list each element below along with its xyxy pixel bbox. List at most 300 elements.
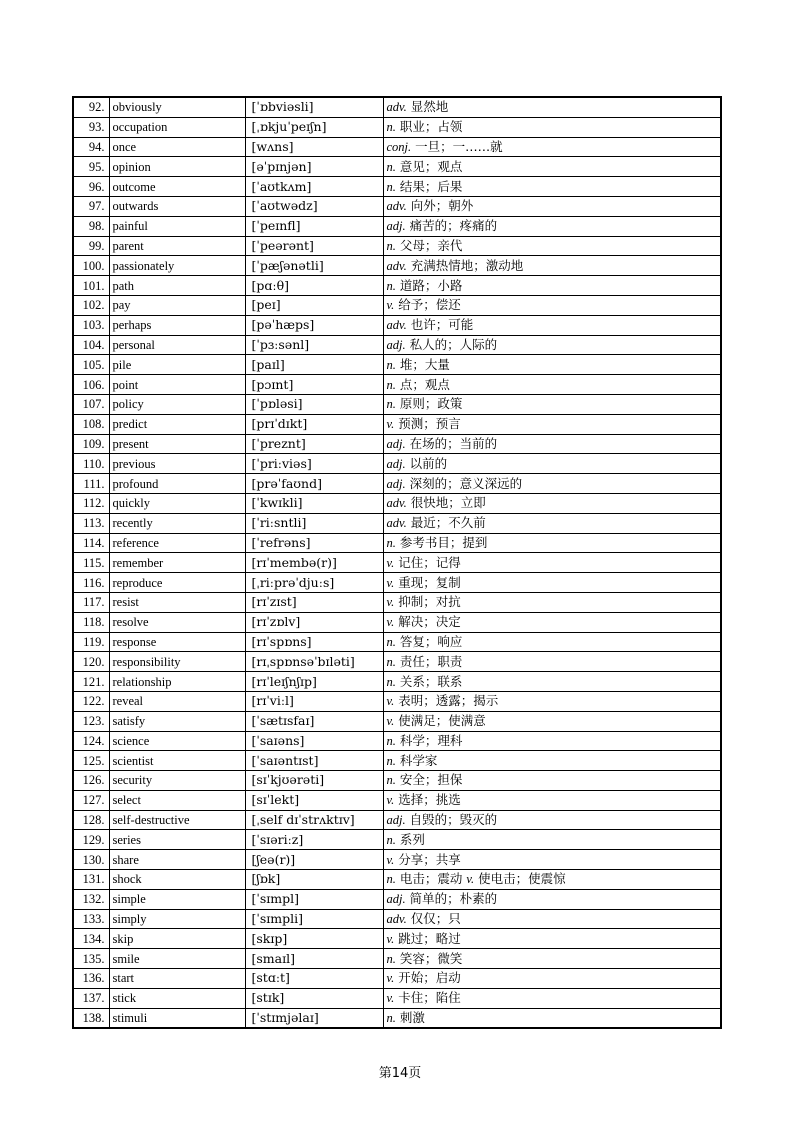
entry-meaning: 选择；挑选 [398,792,461,808]
part-of-speech: v. [386,793,395,808]
part-of-speech: adj. [386,813,406,828]
table-row [73,295,721,315]
entry-meaning: 私人的；人际的 [409,336,498,352]
entry-word: passionately [109,256,245,276]
part-of-speech: v. [466,872,475,887]
entry-word: responsibility [109,652,245,672]
part-of-speech: v. [386,298,395,313]
entry-meaning: 关系；联系 [399,673,463,689]
entry-meaning-cell [383,315,721,335]
entry-phonetic: [ˈaʊtkʌm] [245,177,383,197]
table-row [73,691,721,711]
entry-word: simple [109,889,245,909]
entry-phonetic: [pəˈhæps] [245,315,383,335]
entry-meaning-cell [383,1008,721,1028]
entry-meaning: 记住；记得 [398,554,461,570]
entry-number: 108. [73,414,109,434]
part-of-speech: v. [386,931,395,946]
table-row [73,434,721,454]
table-row [73,414,721,434]
table-row [73,177,721,197]
part-of-speech: adv. [386,912,407,927]
entry-word: painful [109,216,245,236]
entry-phonetic: [ˈsɪmpl] [245,889,383,909]
entry-meaning-cell [383,790,721,810]
entry-word: smile [109,949,245,969]
entry-meaning-cell [383,771,721,791]
entry-number: 136. [73,969,109,989]
entry-word: security [109,771,245,791]
entry-number: 128. [73,810,109,830]
entry-meaning: 解决；决定 [398,614,461,630]
entry-word: personal [109,335,245,355]
entry-meaning-cell [383,394,721,414]
table-row [73,592,721,612]
part-of-speech: n. [386,773,396,788]
table-row [73,513,721,533]
entry-number: 111. [73,474,109,494]
table-row [73,850,721,870]
part-of-speech: v. [386,714,395,729]
part-of-speech: n. [386,179,396,194]
entry-meaning: 分享；共享 [398,851,461,867]
table-row [73,256,721,276]
entry-phonetic: [ˈpeɪnfl] [245,216,383,236]
entry-meaning: 很快地；立即 [410,495,486,511]
entry-number: 120. [73,652,109,672]
entry-meaning-cell [383,672,721,692]
entry-meaning: 系列 [399,831,425,847]
entry-phonetic: [ˈɒbviəsli] [245,97,383,117]
entry-meaning: 道路；小路 [399,277,463,293]
entry-meaning: 使满足；使满意 [398,713,486,729]
entry-number: 93. [73,117,109,137]
entry-meaning: 父母；亲代 [399,237,463,253]
entry-number: 125. [73,751,109,771]
entry-number: 135. [73,949,109,969]
entry-phonetic: [ˌɒkjuˈpeɪʃn] [245,117,383,137]
part-of-speech: n. [386,872,396,887]
table-row [73,454,721,474]
entry-meaning: 痛苦的；疼痛的 [409,218,498,234]
table-row [73,375,721,395]
table-row [73,1008,721,1028]
entry-phonetic: [peɪ] [245,295,383,315]
part-of-speech: n. [386,832,396,847]
entry-meaning: 科学；理科 [399,732,463,748]
table-row [73,889,721,909]
entry-meaning: 责任；职责 [399,653,463,669]
table-row [73,157,721,177]
part-of-speech: adj. [386,219,406,234]
entry-word: quickly [109,493,245,513]
entry-meaning-cell [383,434,721,454]
part-of-speech: v. [386,417,395,432]
entry-meaning-cell [383,810,721,830]
entry-word: reveal [109,691,245,711]
entry-meaning: 堆；大量 [399,356,450,372]
entry-phonetic: [ˌself dɪˈstrʌktɪv] [245,810,383,830]
entry-meaning: 向外；朝外 [410,198,474,214]
entry-number: 134. [73,929,109,949]
entry-word: reproduce [109,573,245,593]
entry-meaning: 开始；启动 [398,970,461,986]
entry-phonetic: [ˈrefrəns] [245,533,383,553]
table-row [73,711,721,731]
entry-meaning-cell [383,414,721,434]
entry-number: 102. [73,295,109,315]
entry-meaning-cell [383,711,721,731]
entry-phonetic: [ˈsɪmpli] [245,909,383,929]
part-of-speech: n. [386,159,396,174]
entry-word: obviously [109,97,245,117]
part-of-speech: adv. [386,100,407,115]
entry-meaning-cell [383,513,721,533]
table-row [73,474,721,494]
entry-number: 129. [73,830,109,850]
table-row [73,612,721,632]
entry-number: 99. [73,236,109,256]
entry-number: 98. [73,216,109,236]
entry-word: resolve [109,612,245,632]
entry-number: 94. [73,137,109,157]
entry-meaning-cell [383,117,721,137]
entry-number: 95. [73,157,109,177]
vocabulary-table-body [73,97,721,1028]
entry-word: select [109,790,245,810]
part-of-speech: n. [386,951,396,966]
entry-meaning-cell [383,731,721,751]
entry-number: 109. [73,434,109,454]
entry-meaning-cell [383,751,721,771]
part-of-speech: adj. [386,337,406,352]
table-row [73,632,721,652]
entry-word: remember [109,553,245,573]
part-of-speech: n. [386,634,396,649]
entry-meaning-cell [383,137,721,157]
part-of-speech: v. [386,971,395,986]
entry-number: 112. [73,493,109,513]
entry-meaning: 表明；透露；揭示 [398,693,499,709]
part-of-speech: n. [386,377,396,392]
entry-phonetic: [ʃɒk] [245,870,383,890]
entry-number: 118. [73,612,109,632]
entry-number: 100. [73,256,109,276]
entry-word: present [109,434,245,454]
entry-phonetic: [ˈsaɪəns] [245,731,383,751]
part-of-speech: n. [386,753,396,768]
entry-number: 107. [73,394,109,414]
entry-word: once [109,137,245,157]
entry-word: outwards [109,196,245,216]
part-of-speech: v. [386,615,395,630]
entry-phonetic: [paɪl] [245,355,383,375]
entry-word: point [109,375,245,395]
table-row [73,672,721,692]
entry-phonetic: [rɪˈmembə(r)] [245,553,383,573]
entry-meaning: 答复；响应 [399,633,463,649]
entry-phonetic: [rɪˌspɒnsəˈbɪləti] [245,652,383,672]
entry-meaning: 自毁的；毁灭的 [409,812,498,828]
part-of-speech: v. [386,694,395,709]
entry-word: pay [109,295,245,315]
entry-meaning-cell [383,533,721,553]
entry-word: policy [109,394,245,414]
entry-phonetic: [rɪˈspɒns] [245,632,383,652]
entry-meaning: 意见；观点 [399,158,463,174]
entry-word: skip [109,929,245,949]
entry-meaning-cell [383,612,721,632]
entry-meaning: 深刻的；意义深远的 [409,475,523,491]
table-row [73,751,721,771]
table-row [73,810,721,830]
entry-meaning-cell [383,493,721,513]
entry-meaning: 点；观点 [399,376,450,392]
entry-meaning: 最近；不久前 [410,515,486,531]
part-of-speech: v. [386,991,395,1006]
entry-meaning-cell [383,909,721,929]
entry-phonetic: [pɑːθ] [245,276,383,296]
entry-phonetic: [skɪp] [245,929,383,949]
part-of-speech: v. [386,555,395,570]
table-row [73,355,721,375]
entry-meaning: 电击；震动 [399,871,463,887]
entry-meaning-cell [383,949,721,969]
entry-word: predict [109,414,245,434]
entry-meaning-cell [383,216,721,236]
entry-meaning: 简单的；朴素的 [409,891,498,907]
entry-meaning: 安全；担保 [399,772,463,788]
table-row [73,573,721,593]
entry-word: stimuli [109,1008,245,1028]
entry-meaning-cell [383,830,721,850]
table-row [73,493,721,513]
entry-phonetic: [stɪk] [245,988,383,1008]
entry-word: recently [109,513,245,533]
entry-number: 117. [73,592,109,612]
entry-word: shock [109,870,245,890]
table-row [73,949,721,969]
part-of-speech: n. [386,535,396,550]
entry-phonetic: [rɪˈleɪʃnʃɪp] [245,672,383,692]
entry-meaning: 刺激 [399,1010,425,1026]
entry-word: relationship [109,672,245,692]
entry-word: pile [109,355,245,375]
entry-meaning-cell [383,870,721,890]
table-row [73,315,721,335]
vocabulary-table [72,96,722,1029]
part-of-speech: adv. [386,516,407,531]
table-row [73,117,721,137]
entry-number: 133. [73,909,109,929]
entry-meaning-cell [383,335,721,355]
entry-meaning: 职业；占领 [399,119,463,135]
entry-number: 92. [73,97,109,117]
entry-word: start [109,969,245,989]
entry-phonetic: [prəˈfaʊnd] [245,474,383,494]
table-row [73,335,721,355]
part-of-speech: adv. [386,496,407,511]
part-of-speech: adj. [386,456,406,471]
entry-phonetic: [ˈsaɪəntɪst] [245,751,383,771]
entry-meaning-cell [383,295,721,315]
entry-phonetic: [ˈaʊtwədz] [245,196,383,216]
entry-phonetic: [ˈpriːviəs] [245,454,383,474]
entry-number: 132. [73,889,109,909]
entry-phonetic: [rɪˈviːl] [245,691,383,711]
entry-meaning-cell [383,573,721,593]
entry-number: 101. [73,276,109,296]
entry-meaning-cell [383,236,721,256]
table-row [73,929,721,949]
entry-phonetic: [stɑːt] [245,969,383,989]
entry-meaning-cell [383,691,721,711]
entry-meaning: 显然地 [410,99,449,115]
table-row [73,652,721,672]
part-of-speech: n. [386,238,396,253]
entry-number: 106. [73,375,109,395]
part-of-speech: v. [386,595,395,610]
table-row [73,236,721,256]
entry-number: 97. [73,196,109,216]
part-of-speech: n. [386,120,396,135]
table-row [73,830,721,850]
table-row [73,533,721,553]
entry-phonetic: [ˈsætɪsfaɪ] [245,711,383,731]
part-of-speech: v. [386,575,395,590]
entry-word: perhaps [109,315,245,335]
part-of-speech: conj. [386,139,412,154]
entry-phonetic: [ˈpæʃənətli] [245,256,383,276]
entry-number: 96. [73,177,109,197]
entry-phonetic: [ˈpeərənt] [245,236,383,256]
entry-meaning: 跳过；略过 [398,930,461,946]
entry-meaning: 使电击；使震惊 [478,871,566,887]
entry-number: 124. [73,731,109,751]
entry-meaning: 仅仅；只 [410,911,461,927]
entry-meaning-cell [383,256,721,276]
entry-number: 119. [73,632,109,652]
entry-number: 131. [73,870,109,890]
entry-meaning-cell [383,969,721,989]
table-row [73,731,721,751]
entry-number: 121. [73,672,109,692]
entry-meaning-cell [383,652,721,672]
entry-phonetic: [sɪˈkjʊərəti] [245,771,383,791]
entry-number: 113. [73,513,109,533]
page-number: 第14页 [378,1066,422,1081]
entry-phonetic: [ʃeə(r)] [245,850,383,870]
entry-word: path [109,276,245,296]
entry-phonetic: [ˈpreznt] [245,434,383,454]
part-of-speech: adj. [386,476,406,491]
entry-meaning: 原则；政策 [399,396,463,412]
entry-word: simply [109,909,245,929]
entry-meaning: 也许；可能 [410,317,474,333]
table-row [73,969,721,989]
entry-meaning-cell [383,553,721,573]
part-of-speech: n. [386,654,396,669]
part-of-speech: adv. [386,258,407,273]
entry-phonetic: [ˌriːprəˈdjuːs] [245,573,383,593]
entry-phonetic: [ˈstɪmjəlaɪ] [245,1008,383,1028]
entry-number: 114. [73,533,109,553]
entry-word: opinion [109,157,245,177]
part-of-speech: n. [386,397,396,412]
part-of-speech: n. [386,733,396,748]
entry-phonetic: [rɪˈzɒlv] [245,612,383,632]
table-row [73,216,721,236]
entry-meaning: 科学家 [399,752,438,768]
entry-number: 127. [73,790,109,810]
entry-meaning-cell [383,988,721,1008]
entry-number: 130. [73,850,109,870]
entry-number: 123. [73,711,109,731]
entry-word: stick [109,988,245,1008]
entry-phonetic: [ˈpɜːsənl] [245,335,383,355]
entry-phonetic: [ˈsɪəriːz] [245,830,383,850]
entry-number: 137. [73,988,109,1008]
entry-phonetic: [pɔɪnt] [245,375,383,395]
part-of-speech: v. [386,852,395,867]
entry-phonetic: [wʌns] [245,137,383,157]
entry-word: previous [109,454,245,474]
entry-number: 110. [73,454,109,474]
entry-meaning: 卡住；陷住 [398,990,461,1006]
entry-number: 104. [73,335,109,355]
table-row [73,988,721,1008]
entry-number: 115. [73,553,109,573]
entry-phonetic: [prɪˈdɪkt] [245,414,383,434]
table-row [73,771,721,791]
entry-number: 105. [73,355,109,375]
entry-phonetic: [rɪˈzɪst] [245,592,383,612]
entry-meaning-cell [383,97,721,117]
entry-meaning-cell [383,929,721,949]
entry-number: 103. [73,315,109,335]
entry-meaning-cell [383,474,721,494]
entry-meaning-cell [383,889,721,909]
table-row [73,870,721,890]
table-row [73,137,721,157]
entry-word: resist [109,592,245,612]
table-row [73,276,721,296]
part-of-speech: adv. [386,199,407,214]
entry-word: self-destructive [109,810,245,830]
table-row [73,394,721,414]
entry-phonetic: [ˈriːsntli] [245,513,383,533]
entry-word: profound [109,474,245,494]
entry-meaning: 充满热情地；激动地 [410,257,524,273]
vocabulary-sheet [72,96,722,1029]
entry-meaning: 结果；后果 [399,178,463,194]
entry-number: 126. [73,771,109,791]
entry-word: outcome [109,177,245,197]
entry-word: series [109,830,245,850]
entry-meaning-cell [383,850,721,870]
entry-meaning-cell [383,454,721,474]
part-of-speech: adj. [386,892,406,907]
table-row [73,909,721,929]
entry-meaning-cell [383,196,721,216]
entry-phonetic: [ˈkwɪkli] [245,493,383,513]
entry-number: 138. [73,1008,109,1028]
table-row [73,553,721,573]
part-of-speech: n. [386,674,396,689]
part-of-speech: n. [386,1011,396,1026]
entry-word: occupation [109,117,245,137]
entry-phonetic: [əˈpɪnjən] [245,157,383,177]
